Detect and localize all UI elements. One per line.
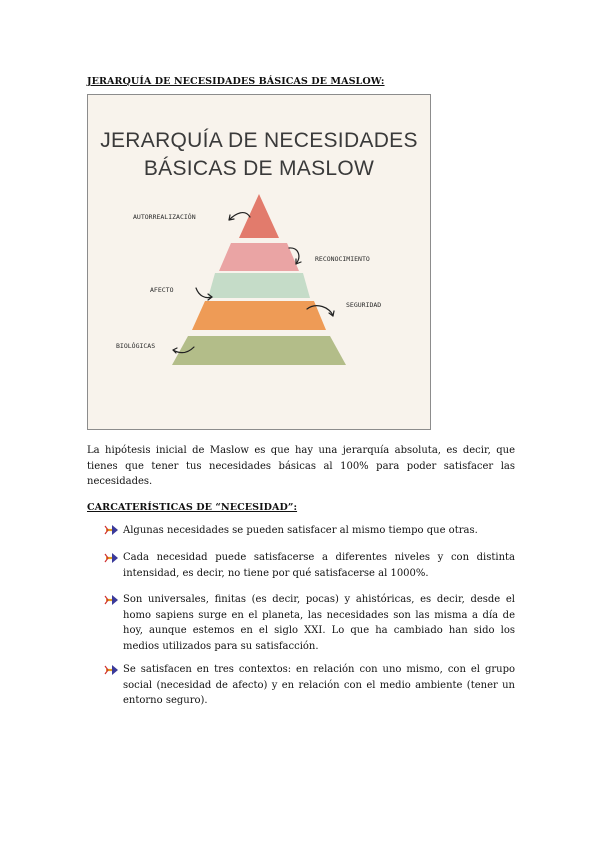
list-item-4: Se satisfacen en tres contextos: en relación con uno mismo, con el grupo social (necesidad de afecto) y en relación con el medio ambiente (tener un entorno seguro). (123, 664, 515, 706)
maslow-pyramid-diagram (88, 95, 430, 429)
section-heading-maslow: JERARQUÍA DE NECESIDADES BÁSICAS DE MASLOW: (87, 76, 385, 87)
pyramid-level-afecto (208, 273, 310, 298)
pyramid-level-seguridad (192, 301, 326, 330)
arrow-bullet-icon (104, 551, 120, 565)
pyramid-level-reconocimiento (219, 243, 299, 271)
figure-title-line2: BÁSICAS DE MASLOW (143, 157, 375, 180)
label-afecto: AFECTO (150, 286, 174, 294)
list-item-3: Son universales, finitas (es decir, pocas) y ahistóricas, es decir, desde el homo sapiens surge en el planeta, las necesidades son las misma a día de hoy, aunque estemos en el siglo XXI. Lo que ha cambiado han sido los medios utilizados para su satisfacción. (123, 594, 515, 652)
figure-title-line1: JERARQUÍA DE NECESIDADES (100, 129, 418, 152)
maslow-pyramid-figure (87, 94, 431, 430)
list-item-1: Algunas necesidades se pueden satisfacer al mismo tiempo que otras. (123, 525, 478, 536)
label-biologicas: BIOLÓGICAS (116, 342, 156, 350)
pyramid-level-biologicas (172, 336, 346, 365)
label-autorrealizacion: AUTORREALIZACIÓN (133, 213, 196, 221)
arrow-bullet-icon (104, 523, 120, 537)
intro-paragraph: La hipótesis inicial de Maslow es que hay una jerarquía absoluta, es decir, que tienes que tener tus necesidades básicas al 100% para poder satisfacer las necesidades. (87, 445, 515, 487)
arrow-bullet-icon (104, 593, 120, 607)
section-heading-necesidad: CARCATERÍSTICAS DE “NECESIDAD”: (87, 502, 298, 513)
list-item-2: Cada necesidad puede satisfacerse a diferentes niveles y con distinta intensidad, es decir, no tiene por qué satisfacerse al 1000%. (123, 552, 515, 579)
pyramid-level-autorrealizacion (239, 194, 279, 238)
label-reconocimiento: RECONOCIMIENTO (315, 255, 370, 263)
label-seguridad: SEGURIDAD (346, 301, 382, 309)
arrow-bullet-icon (104, 663, 120, 677)
